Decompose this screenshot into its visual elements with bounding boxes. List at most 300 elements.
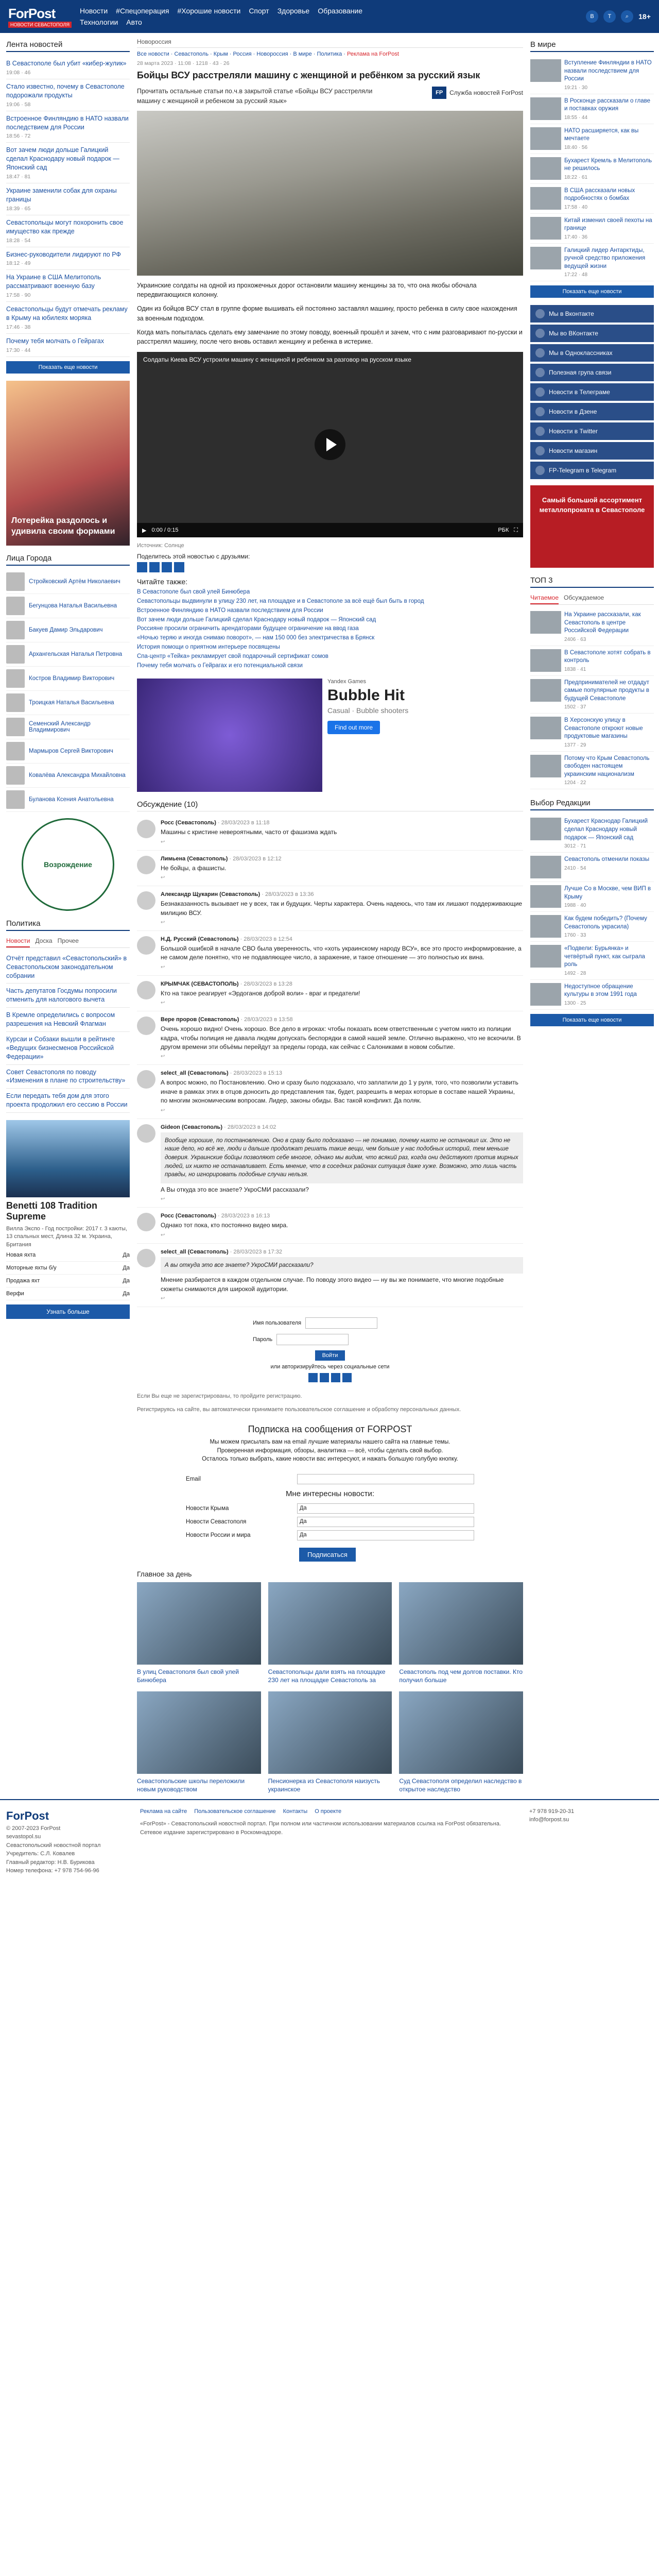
top-tab[interactable]: Обсуждаемое	[564, 594, 604, 602]
news-thumbnail[interactable]	[530, 187, 561, 210]
person-name[interactable]: Костров Владимир Викторович	[29, 675, 115, 682]
person-name[interactable]: Стройковский Артём Николаевич	[29, 578, 120, 585]
comment-actions	[161, 1196, 523, 1202]
footer-link[interactable]: Контакты	[283, 1808, 308, 1815]
politics-list	[6, 951, 130, 1113]
news-title[interactable]: Предпринимателей не отдадут самые популярные продукты в будущей Севастополе	[564, 679, 650, 702]
news-title[interactable]: «Подвели: Бурьянка» и четвёртый пункт, как сыграла роль	[564, 945, 645, 968]
politics-item[interactable]	[6, 984, 130, 1008]
terms-note: Регистрируясь на сайте, вы автоматически принимаете пользовательское соглашение и обработку персональных данных.	[137, 1406, 461, 1413]
politics-title-link[interactable]: Курсаи и Собзаки вышли в рейтинге «Ведущих бизнесменов Российской Федерации»	[6, 1035, 115, 1060]
reply-icon[interactable]: ↩	[161, 920, 165, 926]
person-item[interactable]	[6, 715, 130, 739]
person-name[interactable]: Бегунцова Наталья Васильевна	[29, 602, 117, 609]
filter-value[interactable]: Да	[123, 1291, 130, 1297]
politics-item[interactable]	[6, 1089, 130, 1113]
world-news-item[interactable]	[530, 244, 654, 282]
politics-tabs	[6, 935, 130, 948]
top-of-day-card[interactable]	[137, 1582, 261, 1684]
news-title[interactable]: Бизнес-руководители лидируют по РФ	[6, 250, 121, 258]
card-image[interactable]	[137, 1582, 261, 1665]
news-title[interactable]: Севастопольцы могут похоронить свое имущество как прежде	[6, 218, 124, 235]
politics-title-link[interactable]: Отчёт представил «Севастопольский» в Севастопольском законодательном собрании	[6, 954, 127, 979]
breadcrumb-link[interactable]: Все новости	[137, 51, 169, 57]
comment-author[interactable]: select_all (Севастополь)	[161, 1248, 229, 1255]
news-thumbnail[interactable]	[530, 679, 561, 702]
politics-item[interactable]	[6, 951, 130, 984]
news-thumbnail[interactable]	[530, 59, 561, 82]
pause-icon[interactable]: ▶	[142, 527, 147, 534]
login-button[interactable]: Войти	[315, 1350, 345, 1361]
top-of-day-card[interactable]	[268, 1691, 392, 1793]
filter-value[interactable]: Да	[123, 1278, 130, 1284]
footer-link[interactable]: Реклама на сайте	[140, 1808, 187, 1815]
editor-choice-title: Выбор Редакции	[530, 796, 654, 810]
whatsapp-share-icon[interactable]	[174, 562, 184, 572]
breadcrumb-link[interactable]: Севастополь	[174, 51, 209, 57]
news-title[interactable]: Бухарест Краснодар Галицкий сделал Краснодару новый подарок — Японский сад	[564, 818, 648, 841]
news-text	[564, 885, 654, 908]
news-thumbnail[interactable]	[530, 885, 561, 908]
person-item[interactable]	[6, 764, 130, 788]
news-thumbnail[interactable]	[530, 818, 561, 840]
social-link-button[interactable]	[530, 325, 654, 342]
social-link-button[interactable]	[530, 462, 654, 479]
card-image[interactable]	[268, 1582, 392, 1665]
comment-author[interactable]: Вере проров (Севастополь)	[161, 1016, 239, 1023]
news-meta: 3012 · 71	[564, 843, 586, 850]
politics-title-link[interactable]: Если передать тебя дом для этого проекта продолжил его сессию в России	[6, 1092, 128, 1109]
nav-link[interactable]: Технологии	[79, 18, 118, 26]
find-out-more-button[interactable]: Find out more	[327, 721, 380, 734]
avatar[interactable]	[137, 1070, 155, 1089]
avatar[interactable]	[6, 718, 25, 736]
subscribe-form	[186, 1474, 474, 1562]
read-also-link[interactable]: Россияне просили ограничить арендаторами будущее ограничение на ввод газа	[137, 625, 359, 632]
person-name[interactable]: Ковалёва Александра Михайловна	[29, 772, 126, 778]
news-title[interactable]: Китай изменил своей пехоты на границе	[564, 217, 652, 232]
news-title[interactable]: В Росконце рассказали о главе и поставках оружия	[564, 97, 650, 112]
news-title[interactable]: В Херсонскую улицу в Севастополе откроют новые продуктовые магазины	[564, 717, 643, 740]
social-link-button[interactable]	[530, 422, 654, 440]
top-item[interactable]	[530, 646, 654, 676]
card-title[interactable]: Севастопольцы дали взять на площадке 230 лет на площадке Севастополь за	[268, 1668, 386, 1684]
news-text	[564, 755, 654, 786]
social-icon	[535, 427, 545, 436]
social-icon	[535, 387, 545, 397]
news-meta: 17:58 · 40	[564, 204, 588, 210]
interest-select[interactable]: Да	[297, 1517, 474, 1527]
avatar[interactable]	[137, 856, 155, 874]
politics-tab[interactable]: Новости	[6, 935, 30, 947]
org-logo[interactable]: Возрождение	[22, 818, 114, 911]
breadcrumb-link[interactable]: Политика	[317, 51, 342, 57]
news-thumbnail[interactable]	[530, 157, 561, 180]
news-thumbnail[interactable]	[530, 983, 561, 1006]
comment-date: 28/03/2023 в 13:58	[244, 1016, 293, 1023]
social-label: Новости магазин	[549, 447, 598, 455]
news-thumbnail[interactable]	[530, 755, 561, 777]
social-link-button[interactable]	[530, 344, 654, 362]
interest-row	[186, 1530, 474, 1540]
interests-title: Мне интересны новости:	[285, 1489, 375, 1498]
news-thumbnail[interactable]	[530, 97, 561, 120]
footer-link[interactable]: О проекте	[315, 1808, 342, 1815]
email-field[interactable]	[297, 1474, 474, 1484]
game-ad[interactable]	[137, 679, 523, 792]
politics-title-link[interactable]: В Кремле определились с вопросом разрешения на Невский Флагман	[6, 1011, 115, 1027]
top-of-day-card[interactable]	[268, 1582, 392, 1684]
game-ad-image[interactable]	[137, 679, 322, 792]
news-text	[564, 856, 649, 878]
game-ad-brand: Yandex Games	[327, 679, 367, 685]
read-also-link[interactable]: Встроенное Финляндию в НАТО назвали последствием для России	[137, 607, 323, 614]
editor-item[interactable]	[530, 980, 654, 1010]
politics-tab[interactable]: Прочее	[57, 937, 79, 944]
footer-left	[6, 1807, 130, 1875]
breadcrumb-link[interactable]: Крым	[213, 51, 228, 57]
news-item[interactable]	[6, 183, 130, 215]
news-item[interactable]	[6, 302, 130, 334]
news-title[interactable]: Недоступное обращение культуры в этом 1991 года	[564, 983, 637, 998]
news-item[interactable]	[6, 270, 130, 302]
mailru-login-icon[interactable]	[331, 1373, 340, 1382]
news-item[interactable]	[6, 143, 130, 183]
top-item[interactable]	[530, 608, 654, 646]
person-item[interactable]	[6, 691, 130, 715]
vk-login-icon[interactable]	[308, 1373, 318, 1382]
yacht-ad-image[interactable]	[6, 1120, 130, 1197]
comment-author[interactable]: Росс (Севастополь)	[161, 820, 216, 826]
world-news-item[interactable]	[530, 94, 654, 124]
top-tab[interactable]: Читаемое	[530, 592, 559, 604]
politics-title-link[interactable]: Совет Севастополя по поводу «Изменения в плане по строительству»	[6, 1068, 126, 1084]
person-name[interactable]: Семенский Александр Владимирович	[29, 720, 91, 733]
news-title[interactable]: Украине заменили собак для охраны границы	[6, 187, 117, 203]
comment	[137, 1065, 523, 1118]
politics-item[interactable]	[6, 1065, 130, 1089]
social-link-button[interactable]	[530, 305, 654, 323]
editor-item[interactable]	[530, 853, 654, 882]
avatar[interactable]	[6, 597, 25, 615]
filter-value[interactable]: Да	[123, 1265, 130, 1272]
world-news-item[interactable]	[530, 184, 654, 214]
social-link-button[interactable]	[530, 383, 654, 401]
read-also-link[interactable]: Севастопольцы выдвинули в улицу 230 лет, на площадке и в Севастополе за всё ещё был быть в город	[137, 598, 424, 604]
nav-link[interactable]: Спорт	[249, 7, 269, 15]
username-input[interactable]	[305, 1317, 377, 1329]
news-text	[564, 915, 654, 938]
news-item[interactable]	[6, 111, 130, 143]
social-label: Мы во ВКонтакте	[549, 330, 598, 337]
filter-label: Продажа яхт	[6, 1278, 40, 1284]
read-also-link[interactable]: Почему тебя молчать о Гейрагах и его потенциальной связи	[137, 662, 303, 669]
news-title[interactable]: Потому что Крым Севастополь свободен настоящем украинским национализм	[564, 755, 650, 777]
comment-author[interactable]: Лимьена (Севастополь)	[161, 855, 228, 862]
read-also-link[interactable]: «Ночью теряю и иногда снимаю поворот», — нам 150 000 без электричества в Брянск	[137, 635, 375, 641]
card-image[interactable]	[268, 1691, 392, 1774]
avatar[interactable]	[137, 1124, 155, 1143]
person-name[interactable]: Троицкая Наталья Васильевна	[29, 699, 114, 706]
avatar[interactable]	[137, 936, 155, 955]
breadcrumb-link[interactable]: В мире	[293, 51, 312, 57]
reply-icon[interactable]: ↩	[161, 1054, 165, 1060]
news-text	[564, 247, 654, 278]
person-name[interactable]: Бакуев Дамир Эльдарович	[29, 626, 103, 633]
avatar[interactable]	[6, 572, 25, 591]
more-world-news-button[interactable]: Показать еще новости	[530, 285, 654, 298]
comment-date: 28/03/2023 в 11:18	[221, 820, 270, 826]
nav-link[interactable]: Авто	[126, 18, 142, 26]
comment-author[interactable]: Н.Д. Русский (Севастополь)	[161, 936, 239, 943]
avatar[interactable]	[137, 1213, 155, 1231]
comment-header: Росс (Севастополь) · 28/03/2023 в 11:18	[161, 820, 270, 826]
reply-icon[interactable]: ↩	[161, 1000, 165, 1006]
politics-title-link[interactable]: Часть депутатов Госдумы попросили отменить для налогового вычета	[6, 987, 117, 1004]
person-item[interactable]	[6, 788, 130, 812]
logo-title[interactable]: ForPost	[8, 5, 56, 21]
footer-contact[interactable]: info@forpost.su	[529, 1817, 569, 1823]
world-news-item[interactable]	[530, 214, 654, 244]
yacht-ad-title[interactable]: Benetti 108 Tradition Supreme	[6, 1200, 98, 1222]
news-title[interactable]: Вот зачем люди дольше Галицкий сделал Краснодару новый подарок — Японский сад	[6, 146, 119, 172]
news-meta: 1204 · 22	[564, 780, 586, 786]
news-thumbnail[interactable]	[530, 247, 561, 269]
article-paragraph: Украинские солдаты на одной из прохожечных дорог остановили машину женщины за то, что она якобы обочала передвигающихся колонну.	[137, 281, 477, 299]
ok-share-icon[interactable]	[149, 562, 160, 572]
password-input[interactable]	[276, 1334, 349, 1345]
telegram-icon[interactable]: T	[603, 10, 616, 23]
news-thumbnail[interactable]	[530, 856, 561, 878]
more-editor-news-button[interactable]: Показать еще новости	[530, 1014, 654, 1026]
reply-icon[interactable]: ↩	[161, 1232, 165, 1238]
news-thumbnail[interactable]	[530, 945, 561, 968]
person-item[interactable]	[6, 594, 130, 618]
news-title[interactable]: Галицкий лидер Антарктиды, ручной средство приложения ведущей жизни	[564, 247, 646, 269]
person-name[interactable]: Буланова Ксения Анатольевна	[29, 796, 114, 803]
card-image[interactable]	[399, 1582, 523, 1665]
person-item[interactable]	[6, 667, 130, 691]
top-item[interactable]	[530, 676, 654, 714]
news-title[interactable]: В Севастополе был убит «кибер-жулик»	[6, 60, 127, 67]
reply-icon[interactable]: ↩	[161, 839, 165, 845]
avatar[interactable]	[6, 669, 25, 688]
top-of-day-card[interactable]	[399, 1582, 523, 1684]
person-item[interactable]	[6, 618, 130, 642]
site-logo[interactable]	[8, 6, 72, 28]
top-of-day-card[interactable]	[137, 1691, 261, 1793]
avatar[interactable]	[137, 820, 155, 838]
politics-tab[interactable]: Доска	[35, 937, 53, 944]
news-title[interactable]: Бухарест Кремль в Мелитополь не решилось	[564, 157, 652, 172]
news-title[interactable]: Севастополь отменили показы	[564, 856, 650, 863]
filter-row[interactable]	[6, 1249, 130, 1262]
reply-icon[interactable]: ↩	[161, 875, 165, 881]
person-item[interactable]	[6, 570, 130, 594]
news-title[interactable]: Почему тебя молчать о Гейрагах	[6, 337, 104, 345]
news-title[interactable]: Стало известно, почему в Севастополе подорожали продукты	[6, 82, 125, 99]
world-news-item[interactable]	[530, 154, 654, 184]
social-link-button[interactable]	[530, 442, 654, 460]
avatar[interactable]	[6, 766, 25, 785]
search-icon[interactable]: ⌕	[621, 10, 633, 23]
comment-text: Безнаказанность вызывает не у всех, так и будущих. Черты характера. Очень надеюсь, что там их лишают поддерживающие милицию ВСУ.	[161, 900, 523, 917]
interest-select[interactable]: Да	[297, 1503, 474, 1514]
article-source	[432, 87, 523, 99]
news-meta: 17:22 · 48	[564, 272, 588, 278]
social-link-button[interactable]	[530, 403, 654, 420]
more-news-button[interactable]: Показать еще новости	[6, 361, 130, 374]
ad-banner-left[interactable]	[6, 381, 130, 546]
read-also-link[interactable]: Спа-центр «Тейка» рекламирует свой подарочный сертификат сомов	[137, 653, 328, 659]
avatar[interactable]	[137, 1016, 155, 1035]
social-icon	[535, 309, 545, 318]
news-item[interactable]	[6, 247, 130, 270]
filter-row[interactable]	[6, 1287, 130, 1300]
news-title[interactable]: Лучше Со в Москве, чем ВИП в Крыму	[564, 886, 651, 900]
subscribe-button[interactable]: Подписаться	[299, 1548, 356, 1562]
news-title[interactable]: В Севастополе хотят собрать в контроль	[564, 649, 651, 664]
social-link-button[interactable]	[530, 364, 654, 381]
vk-icon[interactable]: В	[586, 10, 598, 23]
comment-header: Александр Щукарин (Севастополь) · 28/03/2023 в 13:36	[161, 891, 314, 898]
world-news-item[interactable]	[530, 56, 654, 94]
ad-banner-right[interactable]: Самый большой ассортимент металлопроката в Севастополе	[530, 485, 654, 568]
footer-right	[529, 1807, 653, 1875]
read-also-link[interactable]: Вот зачем люди дольше Галицкий сделал Краснодару новый подарок — Японский сад	[137, 616, 376, 623]
news-title[interactable]: Севастопольцы будут отмечать рекламу в Крыму на юбилеях моряка	[6, 306, 128, 321]
filter-row[interactable]	[6, 1275, 130, 1287]
nav-link[interactable]: #Хорошие новости	[177, 7, 241, 15]
filter-value[interactable]: Да	[123, 1252, 130, 1259]
news-thumbnail[interactable]	[530, 717, 561, 739]
footer-logo[interactable]: ForPost	[6, 1809, 49, 1822]
learn-more-button[interactable]: Узнать больше	[6, 1304, 130, 1319]
person-item[interactable]	[6, 642, 130, 667]
yandex-login-icon[interactable]	[342, 1373, 352, 1382]
vk-share-icon[interactable]	[137, 562, 147, 572]
footer-contact[interactable]: +7 978 919-20-31	[529, 1808, 575, 1815]
news-title[interactable]: Встроенное Финляндию в НАТО назвали последствием для России	[6, 114, 129, 131]
news-text	[564, 157, 654, 180]
editor-item[interactable]	[530, 815, 654, 853]
video-controls[interactable]	[137, 523, 523, 537]
card-title[interactable]: Пенсионерка из Севастополя наизусть украинское	[268, 1777, 380, 1793]
politics-item[interactable]	[6, 1008, 130, 1032]
nav-link[interactable]: Новости	[79, 7, 108, 15]
filter-row[interactable]	[6, 1262, 130, 1275]
comment-author[interactable]: Gideon (Севастополь)	[161, 1124, 222, 1130]
news-thumbnail[interactable]	[530, 127, 561, 150]
avatar[interactable]	[137, 891, 155, 910]
breadcrumb-link[interactable]: Новороссия	[256, 51, 288, 57]
comment-author[interactable]: Александр Щукарин (Севастополь)	[161, 891, 261, 898]
news-thumbnail[interactable]	[530, 915, 561, 938]
card-title[interactable]: Севастополь под чем долгов поставки. Кто получил больше	[399, 1668, 523, 1684]
fullscreen-icon[interactable]: ⛶	[514, 527, 518, 533]
editor-item[interactable]	[530, 942, 654, 980]
world-news-item[interactable]	[530, 124, 654, 154]
news-item[interactable]	[6, 56, 130, 79]
news-title[interactable]: В США рассказали новых подробностях о бомбах	[564, 187, 635, 202]
card-image[interactable]	[137, 1691, 261, 1774]
news-title[interactable]: НАТО расширяется, как вы мечтаете	[564, 127, 639, 142]
news-meta: 1377 · 29	[564, 742, 586, 748]
reply-icon[interactable]: ↩	[161, 964, 165, 970]
reply-icon[interactable]: ↩	[161, 1107, 165, 1113]
telegram-share-icon[interactable]	[162, 562, 172, 572]
avatar[interactable]	[6, 645, 25, 664]
read-also-link[interactable]: В Севастополе был свой улей Бинюбера	[137, 589, 250, 596]
news-title[interactable]: На Украине рассказали, как Севастополь в центре Российской Федерации	[564, 612, 641, 634]
comment-author[interactable]: Росс (Севастополь)	[161, 1213, 216, 1219]
card-title[interactable]: Севастопольские школы переложили новым руководством	[137, 1777, 245, 1793]
news-item[interactable]	[6, 215, 130, 247]
news-thumbnail[interactable]	[530, 611, 561, 634]
avatar[interactable]	[6, 790, 25, 809]
news-title[interactable]: Как будем победить? (Почему Севастополь украсила)	[564, 916, 647, 930]
person-name[interactable]: Архангельская Наталья Петровна	[29, 651, 123, 657]
main-column	[137, 38, 523, 1794]
top-navigation	[80, 7, 368, 26]
avatar[interactable]	[6, 621, 25, 639]
editor-choice-list	[530, 815, 654, 1009]
top-item[interactable]	[530, 752, 654, 790]
reply-icon[interactable]: ↩	[161, 1296, 165, 1302]
comment-author[interactable]: КРЫМЧАК (СЕВАСТОПОЛЬ)	[161, 980, 239, 987]
top-of-day-card[interactable]	[399, 1691, 523, 1793]
interest-label: Новости России и мира	[186, 1532, 251, 1538]
play-icon[interactable]	[315, 429, 345, 460]
footer-line: Главный редактор: Н.В. Бурикова	[6, 1859, 95, 1866]
news-title[interactable]: Вступление Финляндии в НАТО назвали последствием для России	[564, 60, 652, 82]
social-icon	[535, 446, 545, 455]
news-thumbnail[interactable]	[530, 217, 561, 240]
card-title[interactable]: В улиц Севастополя был свой улей Бинюбера	[137, 1668, 239, 1684]
breadcrumb-link[interactable]: Россия	[233, 51, 252, 57]
avatar[interactable]	[137, 981, 155, 999]
comment-author[interactable]: select_all (Севастополь)	[161, 1070, 229, 1077]
nav-link[interactable]: Здоровье	[277, 7, 310, 15]
avatar[interactable]	[6, 693, 25, 712]
video-player[interactable]	[137, 352, 523, 537]
nav-link[interactable]: #Спецоперация	[116, 7, 169, 15]
advertise-link[interactable]: Реклама на ForPost	[347, 51, 399, 57]
person-item[interactable]	[6, 739, 130, 764]
avatar[interactable]	[137, 1249, 155, 1267]
editor-item[interactable]	[530, 882, 654, 912]
interest-select[interactable]: Да	[297, 1530, 474, 1540]
ok-login-icon[interactable]	[320, 1373, 329, 1382]
footer-link[interactable]: Пользовательское соглашение	[194, 1808, 276, 1815]
politics-item[interactable]	[6, 1032, 130, 1065]
top-item[interactable]	[530, 714, 654, 752]
news-thumbnail[interactable]	[530, 649, 561, 672]
person-name[interactable]: Мармыров Сергей Викторович	[29, 748, 113, 754]
news-feed-list	[6, 56, 130, 357]
news-item[interactable]	[6, 79, 130, 111]
card-title[interactable]: Суд Севастополя определил наследство в открытое наследство	[399, 1777, 522, 1793]
news-item[interactable]	[6, 334, 130, 357]
editor-item[interactable]	[530, 912, 654, 942]
card-image[interactable]	[399, 1691, 523, 1774]
reply-icon[interactable]: ↩	[161, 1196, 165, 1202]
read-also-link[interactable]: История помощи о приятном интерьере посвящены	[137, 644, 280, 651]
avatar[interactable]	[6, 742, 25, 760]
news-meta: 18:40 · 56	[564, 144, 588, 150]
nav-link[interactable]: Образование	[318, 7, 362, 15]
news-title[interactable]: На Украине в США Мелитополь рассматривают военную базу	[6, 274, 101, 290]
